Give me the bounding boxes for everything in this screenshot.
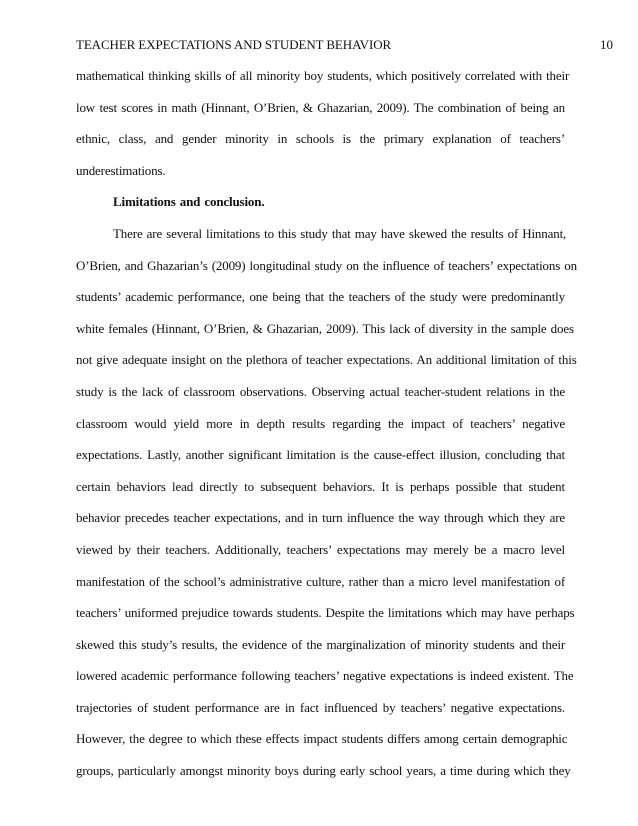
paragraph-line: certain behaviors lead directly to subsequent behaviors. It is perhaps possible that student <box>76 478 565 494</box>
paragraph-line: students’ academic performance, one being that the teachers of the study were predominantly <box>76 289 565 305</box>
paragraph-line: underestimations. <box>76 162 166 178</box>
paragraph-line: low test scores in math (Hinnant, O’Brien, & Ghazarian, 2009). The combination of being an <box>76 99 565 115</box>
paragraph-line: viewed by their teachers. Additionally, teachers’ expectations may merely be a macro level <box>76 541 565 557</box>
section-heading: Limitations and conclusion. <box>113 194 265 210</box>
paragraph-line: teachers’ uniformed prejudice towards students. Despite the limitations which may have perhaps <box>76 605 575 621</box>
paragraph-line: not give adequate insight on the plethora of teacher expectations. An additional limitation of this <box>76 352 577 368</box>
paragraph-line: skewed this study’s results, the evidence of the marginalization of minority students and their <box>76 636 565 652</box>
paragraph-line: lowered academic performance following teachers’ negative expectations is indeed existent. The <box>76 668 574 684</box>
paragraph-line: O’Brien, and Ghazarian’s (2009) longitudinal study on the influence of teachers’ expectations on <box>76 257 577 273</box>
paragraph-line: There are several limitations to this study that may have skewed the results of Hinnant, <box>113 225 567 241</box>
paragraph-line: However, the degree to which these effects impact students differs among certain demographic <box>76 731 568 747</box>
paragraph-line: ethnic, class, and gender minority in schools is the primary explanation of teachers’ <box>76 131 565 147</box>
body-text <box>76 68 577 795</box>
paragraph-line: groups, particularly amongst minority boys during early school years, a time during which they <box>76 763 571 779</box>
paragraph-line: manifestation of the school’s administrative culture, rather than a micro level manifestation of <box>76 573 565 589</box>
paragraph-line: white females (Hinnant, O’Brien, & Ghazarian, 2009). This lack of diversity in the sample does <box>76 320 574 336</box>
paragraph-line: behavior precedes teacher expectations, and in turn influence the way through which they are <box>76 510 565 526</box>
running-head: TEACHER EXPECTATIONS AND STUDENT BEHAVIOR <box>76 37 392 52</box>
paragraph-line: classroom would yield more in depth results regarding the impact of teachers’ negative <box>76 415 565 431</box>
paragraph-line: study is the lack of classroom observations. Observing actual teacher-student relations in the <box>76 383 565 399</box>
paragraph-line: trajectories of student performance are in fact influenced by teachers’ negative expectations. <box>76 699 565 715</box>
paragraph-line: mathematical thinking skills of all minority boy students, which positively correlated with their <box>76 68 570 83</box>
paragraph-line: expectations. Lastly, another significant limitation is the cause-effect illusion, concluding that <box>76 447 565 463</box>
page-number: 10 <box>600 37 613 52</box>
